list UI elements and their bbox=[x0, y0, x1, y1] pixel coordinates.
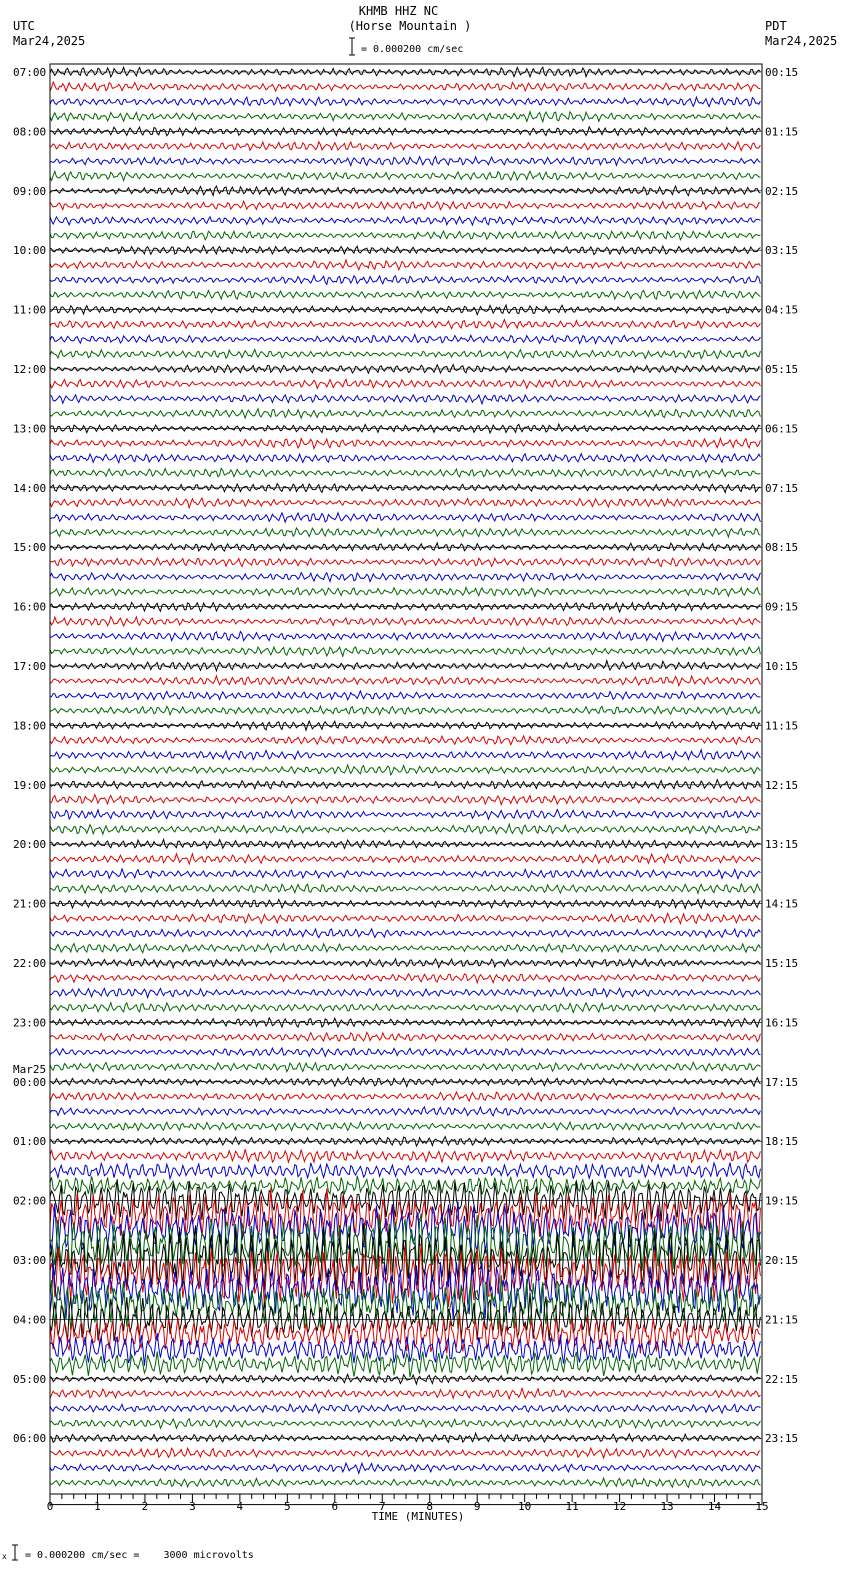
utc-hour-label: 13:00 bbox=[13, 422, 47, 436]
trace-row-51 bbox=[50, 824, 760, 834]
trace-row-87 bbox=[50, 1352, 760, 1378]
utc-hour-label: 22:00 bbox=[13, 957, 47, 970]
utc-hour-label: 21:00 bbox=[13, 897, 47, 911]
utc-hour-label: 15:00 bbox=[13, 541, 47, 555]
pdt-hour-label: 05:15 bbox=[765, 363, 799, 376]
trace-row-21 bbox=[50, 379, 760, 388]
x-tick-label: 2 bbox=[141, 1500, 149, 1513]
trace-row-69 bbox=[50, 1092, 760, 1102]
footer-scale-note: = 0.000200 cm/sec = 3000 microvolts bbox=[25, 1550, 254, 1561]
x-tick-label: 9 bbox=[473, 1500, 481, 1513]
trace-row-67 bbox=[50, 1062, 760, 1071]
x-tick-label: 0 bbox=[46, 1500, 54, 1513]
x-tick-label: 4 bbox=[236, 1500, 244, 1513]
trace-row-1 bbox=[50, 82, 760, 91]
x-tick-label: 13 bbox=[660, 1500, 674, 1513]
trace-row-25 bbox=[50, 438, 760, 448]
trace-row-3 bbox=[50, 112, 760, 122]
trace-row-37 bbox=[50, 617, 760, 626]
x-tick-label: 3 bbox=[189, 1500, 196, 1513]
trace-row-94 bbox=[50, 1463, 760, 1473]
trace-row-88 bbox=[50, 1374, 760, 1384]
pdt-hour-label: 19:15 bbox=[765, 1194, 799, 1208]
trace-row-65 bbox=[50, 1032, 760, 1041]
utc-hour-label: 04:00 bbox=[13, 1313, 47, 1327]
pdt-hour-label: 06:15 bbox=[765, 422, 799, 436]
utc-hour-label: 07:00 bbox=[13, 66, 47, 79]
trace-row-13 bbox=[50, 260, 760, 270]
utc-hour-label: 19:00 bbox=[13, 778, 47, 792]
trace-row-50 bbox=[50, 810, 760, 820]
utc-hour-label: 14:00 bbox=[13, 481, 47, 495]
utc-hour-label: 11:00 bbox=[13, 303, 47, 317]
trace-row-31 bbox=[50, 528, 760, 537]
trace-row-53 bbox=[50, 854, 760, 864]
trace-row-36 bbox=[50, 602, 760, 612]
trace-row-14 bbox=[50, 276, 760, 285]
x-tick-label: 14 bbox=[707, 1500, 722, 1513]
trace-row-26 bbox=[50, 454, 760, 463]
trace-row-30 bbox=[50, 513, 760, 522]
trace-row-6 bbox=[50, 157, 760, 166]
utc-hour-label: 17:00 bbox=[13, 660, 47, 673]
pdt-hour-label: 20:15 bbox=[765, 1254, 799, 1267]
x-tick-label: 6 bbox=[331, 1500, 339, 1513]
x-tick-label: 15 bbox=[755, 1500, 769, 1513]
utc-hour-label: 01:00 bbox=[13, 1135, 47, 1149]
trace-row-95 bbox=[50, 1478, 760, 1487]
trace-row-92 bbox=[50, 1433, 760, 1442]
x-tick-label: 7 bbox=[378, 1500, 386, 1513]
trace-row-19 bbox=[50, 350, 760, 359]
utc-hour-label: 02:00 bbox=[13, 1194, 47, 1208]
trace-row-59 bbox=[50, 944, 760, 953]
trace-row-29 bbox=[50, 498, 760, 508]
trace-row-35 bbox=[50, 587, 760, 596]
trace-row-70 bbox=[50, 1107, 760, 1116]
trace-row-66 bbox=[50, 1048, 760, 1056]
x-tick-label: 12 bbox=[612, 1500, 627, 1513]
trace-row-54 bbox=[50, 869, 760, 879]
pdt-hour-label: 21:15 bbox=[765, 1313, 799, 1327]
right-timezone: PDT bbox=[765, 19, 787, 33]
pdt-hour-label: 17:15 bbox=[765, 1075, 799, 1089]
pdt-hour-label: 15:15 bbox=[765, 957, 799, 970]
x-tick-label: 11 bbox=[565, 1500, 579, 1513]
trace-row-34 bbox=[50, 573, 760, 582]
utc-hour-label: 18:00 bbox=[13, 719, 47, 733]
pdt-hour-label: 22:15 bbox=[765, 1372, 799, 1386]
trace-row-42 bbox=[50, 691, 760, 700]
pdt-hour-label: 01:15 bbox=[765, 125, 799, 139]
utc-hour-label: 05:00 bbox=[13, 1372, 47, 1386]
trace-row-41 bbox=[50, 676, 760, 686]
pdt-hour-label: 14:15 bbox=[765, 897, 799, 911]
pdt-hour-label: 10:15 bbox=[765, 660, 799, 673]
trace-row-49 bbox=[50, 795, 760, 805]
trace-row-63 bbox=[50, 1003, 760, 1013]
pdt-hour-label: 12:15 bbox=[765, 778, 799, 792]
trace-row-43 bbox=[50, 706, 760, 715]
trace-row-39 bbox=[50, 647, 760, 656]
utc-hour-label: 20:00 bbox=[13, 838, 47, 852]
utc-hour-label: 10:00 bbox=[13, 244, 47, 258]
trace-row-10 bbox=[50, 217, 760, 226]
station-location: (Horse Mountain ) bbox=[348, 19, 472, 33]
trace-row-47 bbox=[50, 765, 760, 775]
utc-hour-label: 23:00 bbox=[13, 1016, 47, 1030]
trace-row-5 bbox=[50, 142, 760, 151]
x-tick-label: 8 bbox=[426, 1500, 434, 1513]
trace-row-17 bbox=[50, 320, 760, 329]
svg-text:x: x bbox=[2, 1552, 7, 1561]
pdt-hour-label: 11:15 bbox=[765, 719, 799, 733]
utc-hour-label: 09:00 bbox=[13, 184, 47, 198]
trace-row-7 bbox=[50, 171, 760, 180]
x-tick-label: 1 bbox=[94, 1500, 101, 1513]
trace-row-89 bbox=[50, 1388, 760, 1399]
pdt-hour-label: 09:15 bbox=[765, 600, 799, 614]
trace-row-9 bbox=[50, 201, 760, 210]
utc-hour-label: 16:00 bbox=[13, 600, 47, 614]
trace-row-15 bbox=[50, 290, 760, 299]
utc-date-change-label: Mar25 bbox=[13, 1062, 47, 1076]
x-tick-label: 10 bbox=[518, 1500, 532, 1513]
right-date: Mar24,2025 bbox=[765, 34, 838, 48]
trace-row-33 bbox=[50, 558, 760, 567]
trace-row-55 bbox=[50, 884, 760, 893]
pdt-hour-label: 02:15 bbox=[765, 184, 799, 198]
pdt-hour-label: 23:15 bbox=[765, 1432, 799, 1446]
pdt-hour-label: 04:15 bbox=[765, 303, 799, 317]
trace-row-45 bbox=[50, 736, 760, 745]
trace-row-38 bbox=[50, 632, 760, 642]
trace-row-18 bbox=[50, 335, 760, 344]
trace-row-11 bbox=[50, 231, 760, 240]
utc-hour-label: 06:00 bbox=[13, 1432, 47, 1446]
trace-row-23 bbox=[50, 409, 760, 418]
trace-row-73 bbox=[50, 1149, 760, 1162]
x-axis-label: TIME (MINUTES) bbox=[371, 1510, 465, 1523]
trace-row-93 bbox=[50, 1448, 760, 1458]
trace-row-2 bbox=[50, 97, 760, 106]
utc-hour-label: 08:00 bbox=[13, 125, 47, 139]
trace-row-57 bbox=[50, 913, 760, 923]
pdt-hour-label: 16:15 bbox=[765, 1016, 799, 1030]
left-timezone: UTC bbox=[13, 19, 35, 33]
trace-row-62 bbox=[50, 988, 760, 998]
pdt-hour-label: 00:15 bbox=[765, 66, 799, 79]
left-date: Mar24,2025 bbox=[13, 34, 86, 48]
pdt-hour-label: 07:15 bbox=[765, 481, 799, 495]
utc-hour-label: 12:00 bbox=[13, 363, 47, 376]
x-tick-label: 5 bbox=[284, 1500, 291, 1513]
pdt-hour-label: 03:15 bbox=[765, 244, 799, 258]
pdt-hour-label: 13:15 bbox=[765, 838, 799, 852]
trace-row-71 bbox=[50, 1122, 760, 1131]
trace-row-90 bbox=[50, 1404, 760, 1413]
trace-row-91 bbox=[50, 1419, 760, 1428]
trace-row-46 bbox=[50, 750, 760, 760]
trace-row-22 bbox=[50, 395, 760, 404]
trace-row-74 bbox=[50, 1163, 760, 1179]
station-title: KHMB HHZ NC bbox=[358, 4, 439, 18]
pdt-hour-label: 18:15 bbox=[765, 1135, 799, 1149]
trace-row-27 bbox=[50, 468, 760, 477]
trace-row-58 bbox=[50, 929, 760, 938]
scale-label: = 0.000200 cm/sec bbox=[361, 44, 464, 55]
utc-hour-label: 00:00 bbox=[13, 1075, 47, 1089]
pdt-hour-label: 08:15 bbox=[765, 541, 799, 555]
utc-hour-label: 03:00 bbox=[13, 1254, 47, 1267]
trace-row-61 bbox=[50, 974, 760, 983]
trace-row-48 bbox=[50, 780, 760, 789]
